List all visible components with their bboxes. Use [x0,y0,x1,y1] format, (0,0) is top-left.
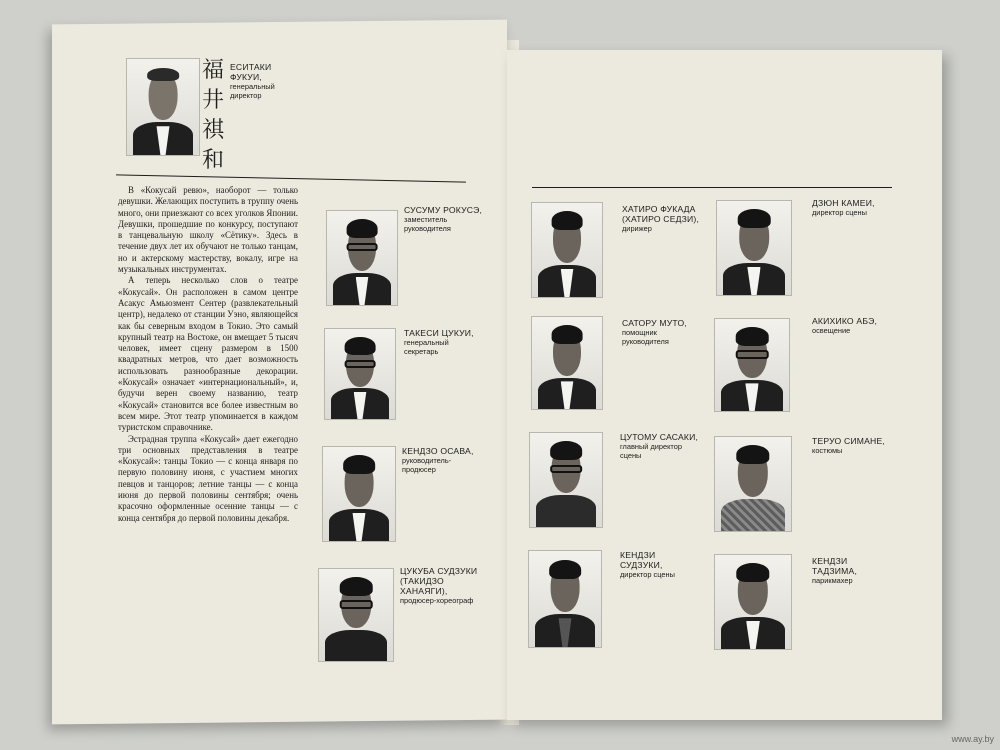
article-text [118,185,298,524]
staff-role: заместитель руководителя [404,215,451,233]
staff-name: ХАТИРО ФУКАДА (ХАТИРО СЕДЗИ), [622,204,700,224]
staff-photo [531,202,603,298]
staff-caption [622,204,702,233]
staff-photo [324,328,396,420]
staff-photo [531,316,603,410]
article-paragraph: В «Кокусай ревю», наоборот — только девушки. Желающих поступить в труппу очень много, они приезжают со всех уголков Японии. Девушки, прошедшие по конкурсу, поступают в танцевальную школу «Сётику». Здесь в течение двух лет их обучают не только танцам, но и актерскому мастерству, вокалу, игре на музыкальных инструментах. [118,185,298,275]
director-role: генеральный директор [230,82,275,100]
staff-caption [622,318,702,346]
staff-role: генеральный секретарь [404,338,449,356]
staff-name: ДЗЮН КАМЕИ, [812,198,875,208]
staff-role: директор сцены [812,208,867,217]
staff-name: ТАКЕСИ ЦУКУИ, [404,328,474,338]
right-rule [532,187,892,188]
staff-name: КЕНДЗО ОСАВА, [402,446,474,456]
staff-caption [812,556,892,585]
staff-role: освещение [812,326,851,335]
article-paragraph: Эстрадная труппа «Кокусай» дает ежегодно три основных представления в театре «Кокусай»: танцы Токио — с конца января по первую половину июня, с участием многих певцов и танцоров; летние танцы — с конца июня до первой половины сентября; очень красочно оформленные осенние танцы — с конца сентября до первой половины декабря. [118,433,298,523]
staff-photo [528,550,602,648]
staff-name: ЦУКУБА СУДЗУКИ (ТАКИДЗО ХАНАЯГИ), [400,566,478,596]
staff-name: САТОРУ МУТО, [622,318,687,328]
staff-role: костюмы [812,446,843,455]
staff-photo [714,436,792,532]
staff-caption [812,436,892,455]
staff-caption [812,198,892,217]
staff-role: директор сцены [620,570,675,579]
staff-name: АКИХИКО АБЭ, [812,316,878,326]
staff-photo [529,432,603,528]
staff-caption [400,566,482,605]
staff-photo [714,318,790,412]
director-kanji-2: 井 [201,88,224,113]
staff-name: КЕНДЗИ ТАДЗИМА, [812,556,858,576]
staff-role: продюсер-хореограф [400,596,474,605]
staff-role: главный директор сцены [620,442,682,460]
director-name: ЕСИТАКИ ФУКУИ, [230,62,272,82]
article-paragraph: А теперь несколько слов о театре «Кокусай». Он расположен в самом центре Асакус Амьюзмент Сентер (развлекательный центр), недалеко от станции Уэно, являющейся как бы северным входом в Токио. Это самый крупный театр на Востоке, он вмещает 5 тысяч человек, имеет сцену размером в 1500 квадратных метров, что дает возможность использовать разнообразные декорации. «Кокусай» означает «интернациональный», и, будучи верен своему названию, театр «Кокусай» становится все более известным во всем мире. Этот театр упоминается в каждом туристском справочнике. [118,275,298,433]
staff-caption [620,550,700,579]
staff-caption [404,205,484,233]
director-caption [230,62,300,100]
staff-caption [402,446,482,474]
staff-photo [714,554,792,650]
staff-role: парикмахер [812,576,853,585]
staff-name: КЕНДЗИ СУДЗУКИ, [620,550,663,570]
staff-role: помощник руководителя [622,328,669,346]
director-kanji-1: 福 [201,58,224,83]
staff-name: ТЕРУО СИМАНЕ, [812,436,885,446]
staff-name: СУСУМУ РОКУСЭ, [404,205,483,215]
watermark: www.ay.by [951,734,994,744]
staff-role: дирижер [622,224,652,233]
staff-name: ЦУТОМУ САСАКИ, [620,432,699,442]
staff-caption [404,328,484,356]
staff-photo [318,568,394,662]
director-photo [126,58,200,156]
director-kanji-4: 和 [201,148,224,173]
staff-role: руководитель-продюсер [402,456,452,474]
director-kanji-3: 祺 [201,118,224,143]
staff-caption [620,432,700,460]
staff-photo [716,200,792,296]
staff-caption [812,316,892,335]
staff-photo [322,446,396,542]
staff-photo [326,210,398,306]
